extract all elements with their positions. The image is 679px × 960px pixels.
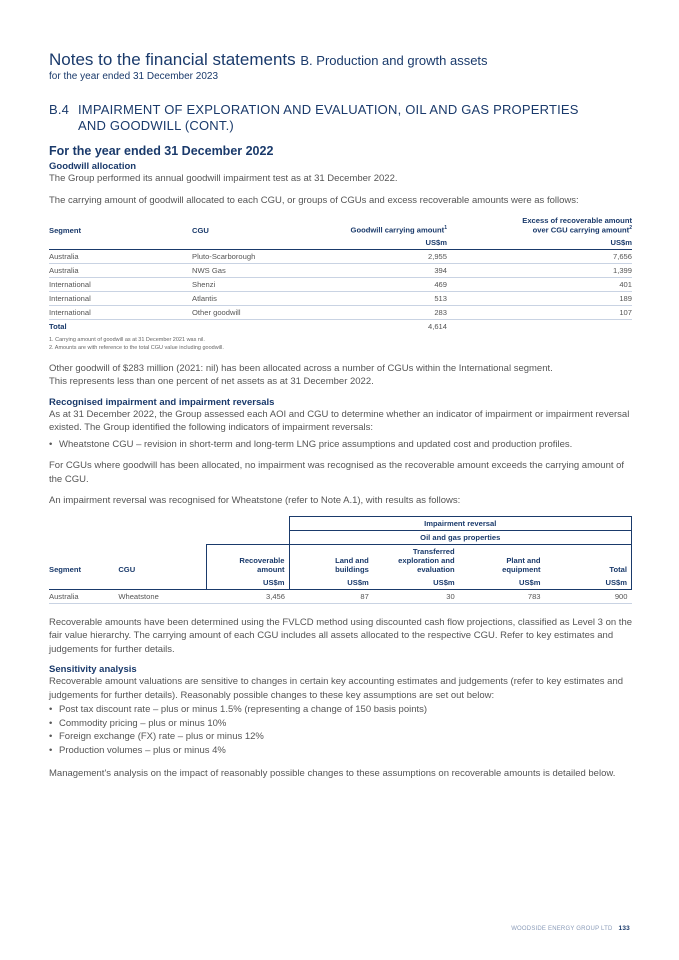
sensitivity-para2: Management's analysis on the impact of reasonably possible changes to these assumptions on recoverable amounts is detailed below. [49, 768, 616, 780]
title-subtitle: B. Production and growth assets [300, 53, 488, 68]
reversal-sub-header [49, 530, 632, 544]
impairment-reversal-header: Impairment reversal [289, 516, 631, 530]
table-row: Australia NWS Gas 394 1,399 [49, 263, 632, 277]
page-footer [511, 925, 630, 932]
goodwill-table-header [49, 215, 632, 236]
list-item: • Wheatstone CGU – revision in short-term and long-term LNG price assumptions and updated cost and production profiles. [49, 438, 632, 452]
col-recoverable: Recoverable amount [206, 544, 289, 576]
list-item: • Post tax discount rate – plus or minus 1.5% (representing a change of 150 basis points) [49, 703, 632, 717]
goodwill-para3: Other goodwill of $283 million (2021: nil) has been allocated across a number of CGUs within the International segment. This represents less than one percent of net assets as at 31 December 2022. [49, 362, 553, 388]
goodwill-heading: Goodwill allocation [49, 161, 137, 172]
sensitivity-heading: Sensitivity analysis [49, 664, 137, 676]
col-total: Total [545, 544, 632, 576]
oil-gas-header: Oil and gas properties [289, 530, 631, 544]
impairment-reversal-table [49, 516, 632, 604]
col-plant: Plant and equipment [502, 555, 541, 574]
list-item: • Production volumes – plus or minus 4% [49, 744, 632, 758]
col-carrying: Goodwill carrying amount$^1$ [350, 225, 447, 235]
reversals-para4: Recoverable amounts have been determined using the FVLCD method using discounted cash flow projections, classified as Level 3 on the fair value hierarchy. The carrying amount of each CGU includes all assets allocated to the respective CGU. Refer to key estimates and judgements for further details. [49, 616, 633, 655]
goodwill-table-units [49, 236, 632, 250]
col-excess: Excess of recoverable amount over CGU carrying amount$^2$ [522, 216, 632, 235]
sensitivity-bullets [49, 703, 632, 757]
page-title [49, 50, 488, 70]
list-item: • Commodity pricing – plus or minus 10% [49, 717, 632, 731]
goodwill-para1: The Group performed its annual goodwill impairment test as at 31 December 2022. [49, 173, 398, 184]
reversal-column-header: Segment CGU Recoverable amount Land and buildings Transferred exploration and evaluation Plant and equipment Total [49, 544, 632, 576]
reversal-group-header [49, 516, 632, 530]
reversal-units: US$m US$m US$m US$m US$m [49, 576, 632, 590]
note-section [49, 102, 632, 781]
reversals-para3: An impairment reversal was recognised for Wheatstone (refer to Note A.1), with results as follows: [49, 495, 461, 507]
section-title-line1: IMPAIRMENT OF EXPLORATION AND EVALUATION, OIL AND GAS PROPERTIES [78, 102, 579, 117]
col-transferred: Transferred exploration and evaluation [398, 546, 455, 574]
table-total-row: Total 4,614 [49, 319, 632, 333]
page-header [49, 50, 488, 82]
section-title-line2: AND GOODWILL (CONT.) [78, 118, 234, 133]
sensitivity-para1: Recoverable amount valuations are sensitive to changes in certain key accounting estimates and judgements (refer to key estimates and judgements for further details). Reasonably possible changes to these key assumptions are set out below: [49, 676, 624, 701]
year-heading: For the year ended 31 December 2022 [49, 144, 274, 158]
page-number: 133 [618, 925, 630, 932]
reversals-heading: Recognised impairment and impairment reversals [49, 396, 275, 408]
section-number: B.4 [49, 102, 70, 117]
reversals-para1: As at 31 December 2022, the Group assessed each AOI and CGU to determine whether an indicator of impairment or impairment reversal existed. The Group identified the following indicators of impairment reversals: [49, 408, 630, 434]
reversals-bullets [49, 438, 632, 452]
table-row: Australia Wheatstone 3,456 87 30 783 900 [49, 589, 632, 603]
list-item: • Foreign exchange (FX) rate – plus or minus 12% [49, 730, 632, 744]
goodwill-para2: The carrying amount of goodwill allocated to each CGU, or groups of CGUs and excess recoverable amounts were as follows: [49, 194, 579, 206]
table-row: International Shenzi 469 401 [49, 277, 632, 291]
title-text: Notes to the financial statements [49, 50, 296, 69]
goodwill-table [49, 215, 632, 333]
section-heading [49, 102, 632, 134]
unit-carrying: US$m [312, 236, 447, 250]
reversals-para2: For CGUs where goodwill has been allocated, no impairment was recognised as the recoverable amount exceeds the carrying amount of the CGU. [49, 460, 625, 485]
table-row: Australia Pluto-Scarborough 2,955 7,656 [49, 249, 632, 263]
table-row: International Atlantis 513 189 [49, 291, 632, 305]
table-footnotes: 1. Carrying amount of goodwill as at 31 December 2021 was nil. 2. Amounts are with reference to the total CGU value including goodwill. [49, 336, 224, 351]
period-subtitle: for the year ended 31 December 2023 [49, 71, 218, 82]
footer-company: WOODSIDE ENERGY GROUP LTD [511, 926, 613, 932]
col-cgu: CGU [192, 225, 209, 235]
unit-excess: US$m [447, 236, 632, 250]
col-segment: Segment [49, 225, 82, 235]
table-row: International Other goodwill 283 107 [49, 305, 632, 319]
col-land: Land and buildings [289, 544, 373, 576]
